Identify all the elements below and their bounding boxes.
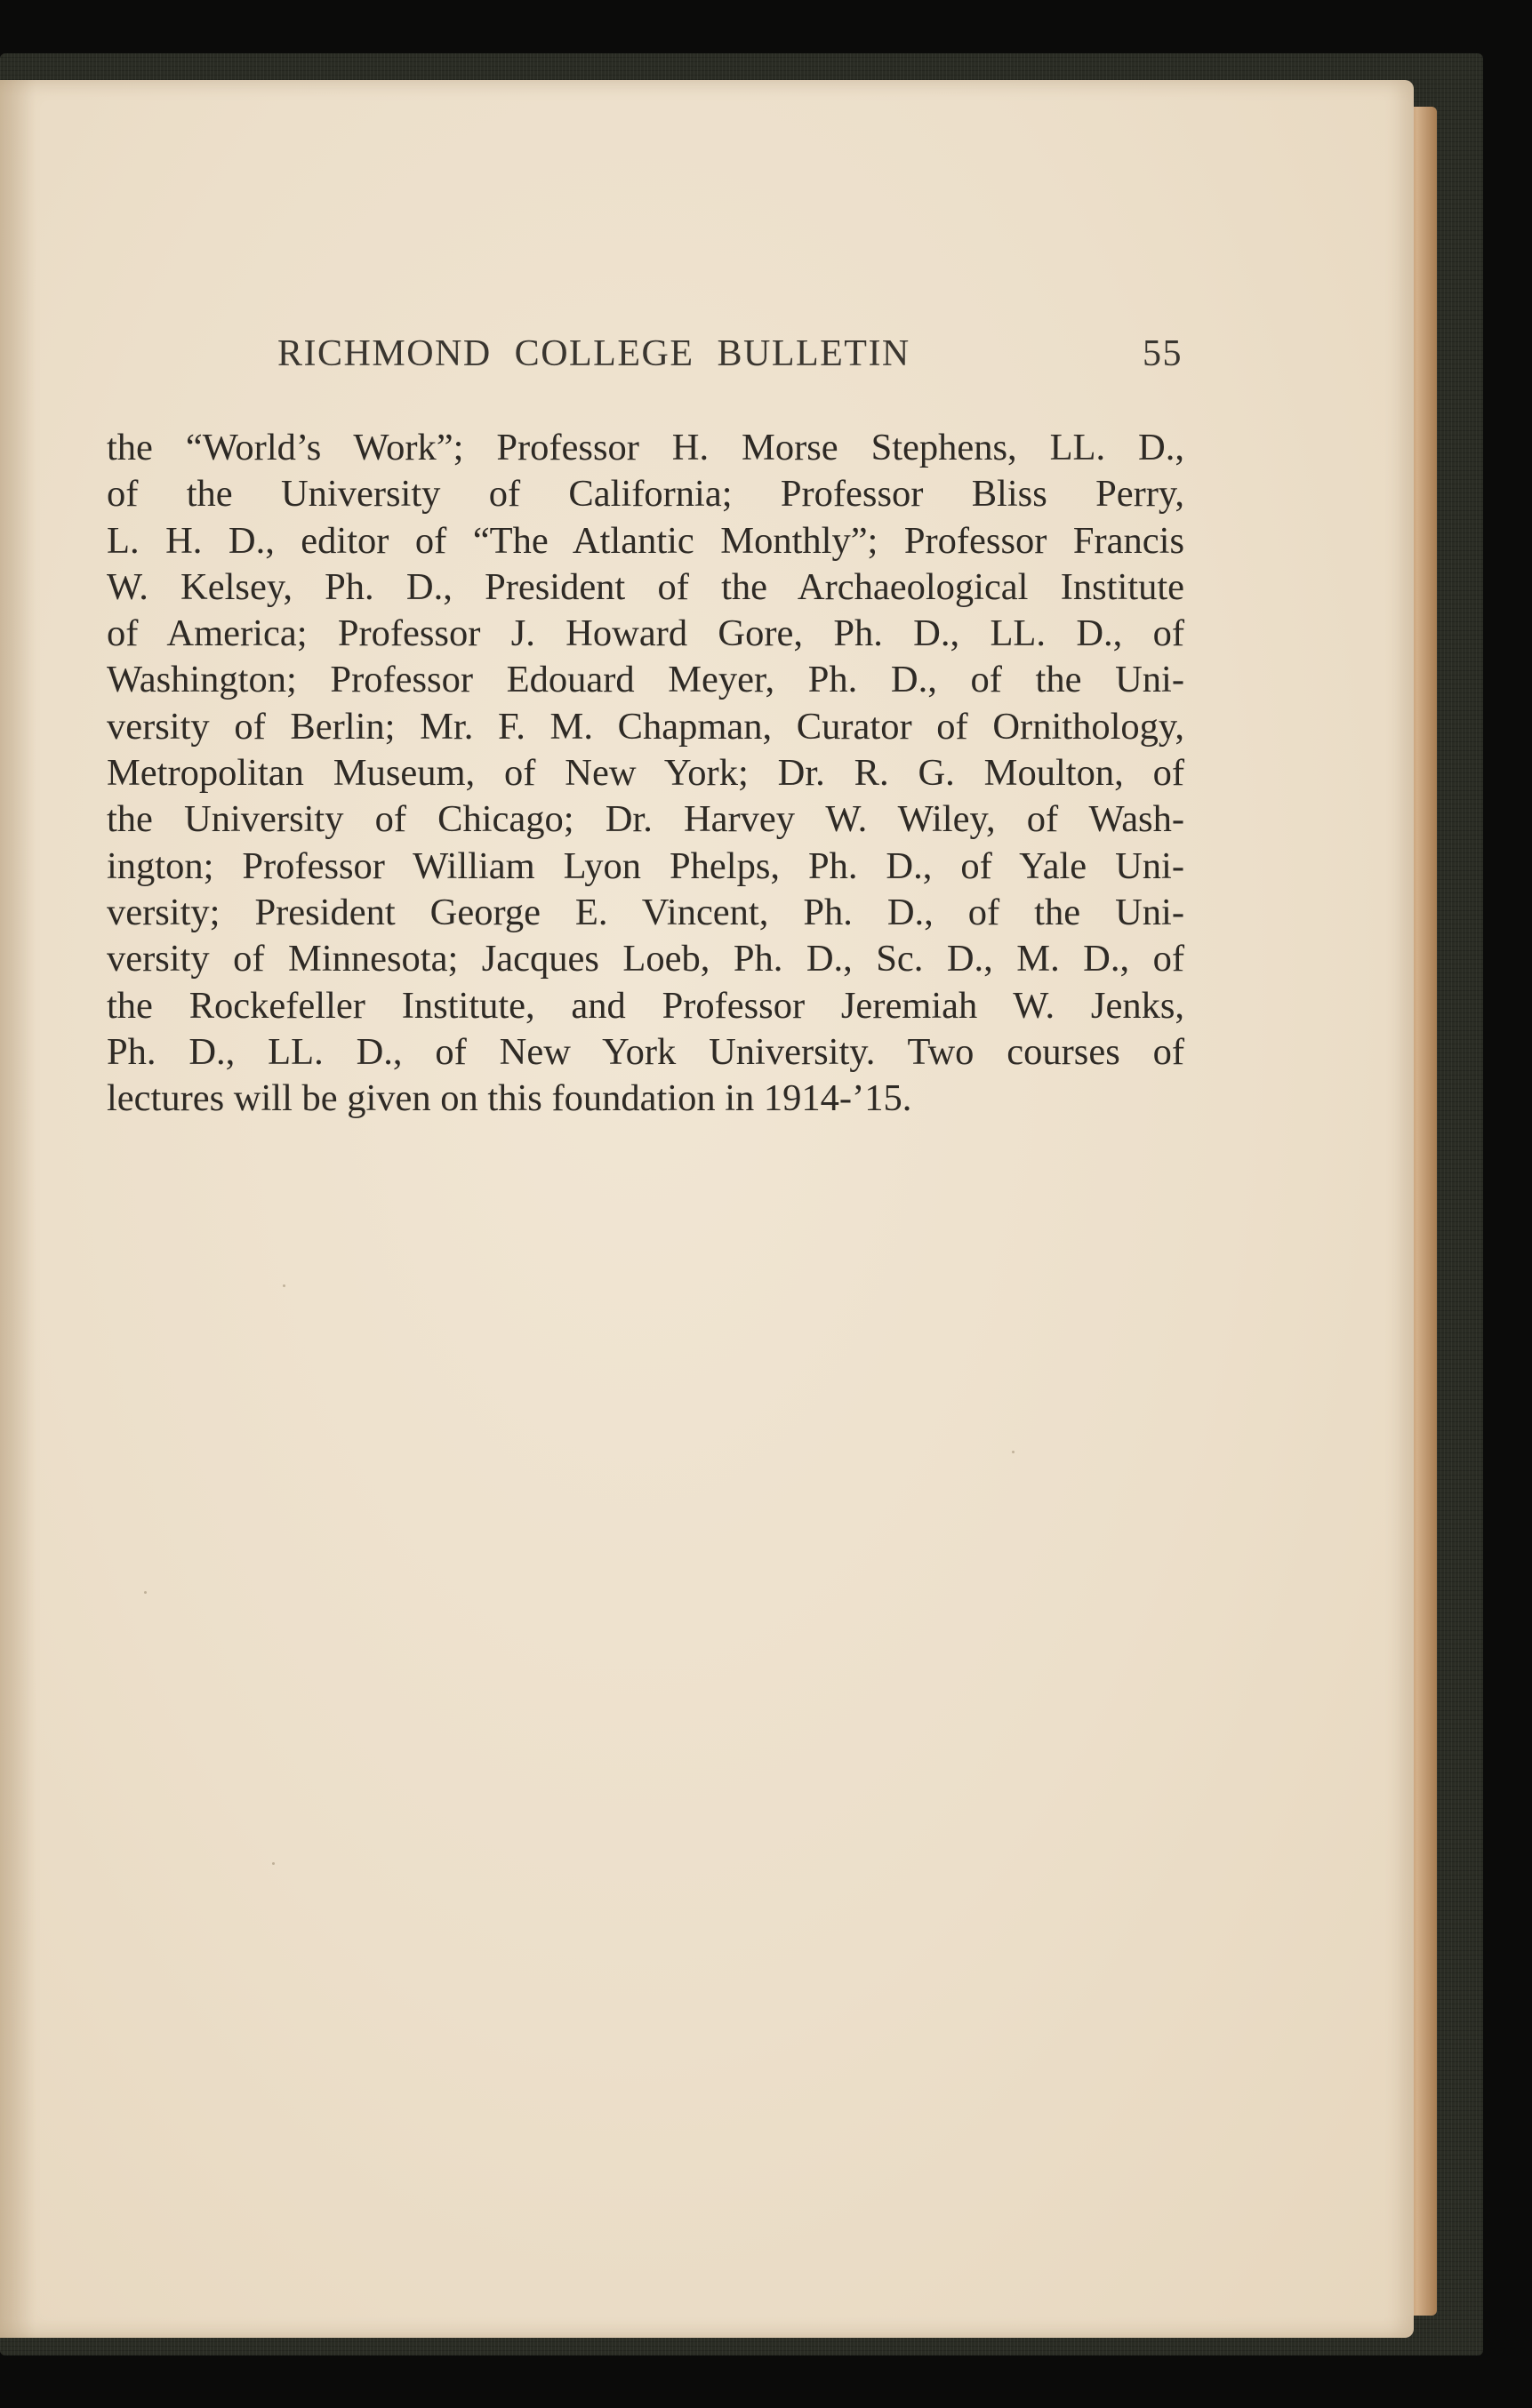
text-line: versity of Berlin; Mr. F. M. Chapman, Curator of Ornithology,	[107, 705, 1184, 748]
text-line: the Rockefeller Institute, and Professor Jeremiah W. Jenks,	[107, 984, 1184, 1027]
paper-speck	[1012, 1451, 1015, 1453]
text-line: versity; President George E. Vincent, Ph. D., of the Uni-	[107, 891, 1184, 933]
text-line: of America; Professor J. Howard Gore, Ph. D., LL. D., of	[107, 612, 1184, 655]
text-line: versity of Minnesota; Jacques Loeb, Ph. D., Sc. D., M. D., of	[107, 938, 1184, 980]
text-line: Washington; Professor Edouard Meyer, Ph. D., of the Uni-	[107, 659, 1184, 701]
text-line: the “World’s Work”; Professor H. Morse Stephens, LL. D.,	[107, 427, 1184, 468]
page-number: 55	[1143, 333, 1183, 374]
text-line: the University of Chicago; Dr. Harvey W. Wiley, of Wash-	[107, 798, 1184, 841]
gutter-shadow	[0, 80, 36, 2338]
paper-speck	[283, 1284, 285, 1287]
text-line: W. Kelsey, Ph. D., President of the Archaeological Institute	[107, 565, 1184, 608]
paper-speck	[272, 1862, 275, 1865]
text-line: Ph. D., LL. D., of New York University. Two courses of	[107, 1030, 1184, 1073]
text-line: lectures will be given on this foundation in 1914-’15.	[107, 1077, 912, 1120]
running-head	[277, 332, 1183, 386]
body-paragraph	[107, 425, 1184, 1122]
text-line: L. H. D., editor of “The Atlantic Monthly”; Professor Francis	[107, 519, 1184, 562]
running-title: RICHMOND COLLEGE BULLETIN	[277, 333, 910, 374]
text-line: of the University of California; Professor Bliss Perry,	[107, 473, 1184, 516]
text-line: ington; Professor William Lyon Phelps, Ph. D., of Yale Uni-	[107, 844, 1184, 887]
text-line: Metropolitan Museum, of New York; Dr. R. G. Moulton, of	[107, 752, 1184, 795]
paper-speck	[144, 1591, 147, 1594]
book-page	[0, 80, 1414, 2338]
